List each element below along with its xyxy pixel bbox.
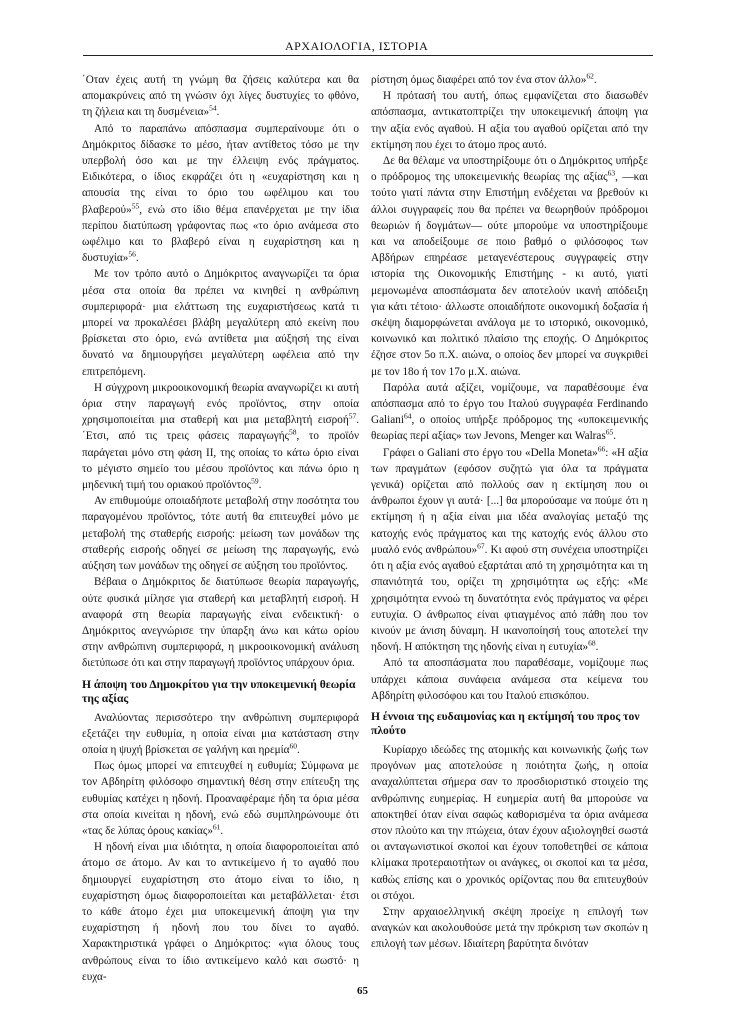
section-heading: Η έννοια της ευδαιμονίας και η εκτίμησή του προς τον πλούτο bbox=[371, 709, 640, 737]
paragraph-text: Αν επιθυμούμε οποιαδήποτε μεταβολή στην ποσότητα του παραγομένου προϊόντος, τότε αυτή θα επιτευχθεί μόνο με μεταβολή της σταθερής εισροής: μείωση των μονάδων της σταθερής εισροής οδηγεί σε μείωση της παραγωγής, ενώ αύξηση των μονάδων της οδηγεί σε αύξηση του προϊόντος. bbox=[82, 495, 359, 573]
section-heading: Η άποψη του Δημοκρίτου για την υποκειμενική θεωρία της αξίας bbox=[82, 677, 356, 705]
paragraph-text: , το προϊόν παράγεται μόνο στη φάση ΙΙ, της οποίας το κάτω όριο είναι το μέγιστο σημείο του μέσου προϊόντος και πάνω όριο η μηδενική τιμή του οριακού προϊόντος bbox=[82, 430, 360, 492]
paragraph bbox=[82, 710, 359, 759]
paragraph-text: , ενώ στο ίδιο θέμα επανέρχεται με την ίδια περίπου διατύπωση γράφοντας πως «το όριο ανάμεσα στο ωφέλιμο και το βλαβερό είναι η ευχαρίστηση και η δυστυχία» bbox=[82, 203, 359, 265]
paragraph-text: . bbox=[613, 430, 617, 443]
right-column bbox=[371, 72, 648, 953]
paragraph bbox=[371, 655, 648, 704]
paragraph-text: . bbox=[593, 74, 597, 86]
paragraph-text: . Κι αφού στη συνέχεια υποστηρίζει ότι η αξία ενός αγαθού εξαρτάται από τη χρησιμότητα και τη σπανιότητά του, ορίζει τη χρησιμότητα ως εξής: «Με χρησιμότητα εννοώ τη δυνατότητα ενός πράγματος να φέρει ευτυχία. Ο άνθρωπος είναι φτιαγμένος από πάθη που τον κινούν με άνιση δύναμη. Η ικανοποίησή τους αποτελεί την ηδονή. Η απόκτηση της ηδονής είναι η ευτυχία» bbox=[371, 543, 648, 654]
footnote-ref: 63 bbox=[607, 168, 616, 178]
footnote-ref: 57 bbox=[348, 411, 357, 421]
paragraph bbox=[82, 121, 359, 267]
footnote-ref: 65 bbox=[605, 427, 614, 437]
footnote-ref: 58 bbox=[288, 427, 297, 437]
paragraph-text: Βέβαια ο Δημόκριτος δε διατύπωσε θεωρία παραγωγής, ούτε φυσικά μίλησε για σταθερή και μεταβλητή εισροή. Η αναφορά στη θεωρία παραγωγής είναι ενδεικτική· ο Δημόκριτος ανεγνώρισε την ύπαρξη άνω και κάτω ορίου στην ανθρώπινη συμπεριφορά, η μικροοικονομική ανάλυση διετύπωσε ότι και στην παραγωγή προϊόντος υπάρχουν όρια. bbox=[82, 576, 359, 670]
paragraph bbox=[82, 493, 359, 574]
paragraph bbox=[82, 574, 359, 671]
paragraph-text: Η πρότασή του αυτή, όπως εμφανίζεται στο διασωθέν απόσπασμα, αντικατοπτρίζει την υποκειμενική άποψη για την αξία ενός αγαθού. Η αξία του αγαθού ορίζεται από την εκτίμηση που έχει το άτομο προς αυτό. bbox=[371, 90, 648, 151]
paragraph-text: , —και τούτο γιατί πάντα στην Επιστήμη ενδέχεται να βρεθούν κι άλλοι συγγραφείς που θα πρέπει να θεωρηθούν πρόδρομοι θεωριών ή δογμάτων— ούτε μπορούμε να υποστηρίξουμε και να αποδείξουμε σε ποιο βαθμό ο φιλόσοφος των Αβδήρων επηρέασε μεταγενέστερους συγγραφείς στην ιστορία της Οικονομικής Επιστήμης - κι αυτό, γιατί μεμονωμένα αποσπάσματα δεν αποτελούν ικανή απόδειξη για κάτι τέτοιο· άλλωστε οποιαδήποτε οικονομική δοξασία ή σκέψη διαμορφώνεται ανάλογα με το ιστορικό, οικονομικό, κοινωνικό και πολιτικό πλαίσιο της εποχής. Ο Δημόκριτος έζησε στον 5ο π.Χ. αιώνα, ο οποίος δεν μπορεί να συγκριθεί με τον 18ο ή τον 17ο μ.Χ. αιώνα. bbox=[371, 171, 648, 378]
paragraph-text: . bbox=[135, 252, 139, 265]
paragraph-text: Δε θα θέλαμε να υποστηρίξουμε ότι ο Δημόκριτος υπήρξε ο πρόδρομος της υποκειμενικής θεωρίας της αξίας bbox=[371, 155, 648, 184]
paragraph bbox=[371, 153, 648, 380]
paragraph bbox=[371, 904, 648, 953]
paragraph-text: Από τα αποσπάσματα που παραθέσαμε, νομίζουμε πως υπάρχει κάποια συνάφεια ανάμεσα στα κείμενα του Αβδηρίτη φιλοσόφου και του Ιταλού επισκόπου. bbox=[371, 657, 648, 702]
paragraph-text: Με τον τρόπο αυτό ο Δημόκριτος αναγνωρίζει τα όρια μέσα στα οποία θα πρέπει να κινηθεί η ανθρώπινη συμπεριφορά· μια ελάττωση της ευχαριστήσεως κατά τι μπορεί να προκαλέσει βλάβη μεγαλύτερη από εκείνη που βρίσκεται στο όριο, ενώ αντίθετα μια αύξησή της είναι δυνατό να δημιουργήσει μεγαλύτερη ωφέλεια από την επιτρεπόμενη. bbox=[82, 268, 359, 378]
footnote-ref: 67 bbox=[477, 541, 485, 551]
footnote-ref: 55 bbox=[131, 200, 140, 210]
footnote-ref: 60 bbox=[289, 741, 298, 751]
header-rule bbox=[83, 55, 653, 56]
paragraph bbox=[371, 88, 648, 153]
paragraph bbox=[371, 380, 648, 445]
paragraph bbox=[371, 72, 648, 88]
paragraph-text: Η σύγχρονη μικροοικονομική θεωρία αναγνωρίζει κι αυτή όρια στην παραγωγή ενός προϊόντος, στην οποία χρησιμοποιείται μια σταθερή και μια μεταβλητή εισροή bbox=[82, 381, 359, 427]
paragraph-text: . bbox=[595, 641, 599, 654]
paragraph-text: ρίστηση όμως διαφέρει από τον ένα στον άλλο» bbox=[371, 74, 587, 86]
footnote-ref: 68 bbox=[588, 638, 596, 648]
paragraph-text: Πως όμως μπορεί να επιτευχθεί η ευθυμία; Σύμφωνα με τον Αβδηρίτη φιλόσοφο σημαντική θέση στην επίτευξη της ευθυμίας κατέχει η ηδονή. Προαναφέραμε ήδη τα όρια μέσα στα οποία κινείται η ηδονή, ενώ εδώ συμπληρώνουμε ότι «τας δε λύπας όρους κακίας» bbox=[82, 760, 359, 837]
footnote-ref: 62 bbox=[586, 71, 594, 81]
paragraph-text: ΄Οταν έχεις αυτή τη γνώμη θα ζήσεις καλύτερα και θα απομακρύνεις από τη γνώσιν όχι λίγες δυστυχίες το φθόνο, τη ζήλεια και τη δυσμένεια» bbox=[82, 74, 359, 119]
paragraph bbox=[82, 266, 359, 379]
paragraph-text: Παρόλα αυτά αξίζει, νομίζουμε, να παραθέσουμε ένα απόσπασμα από το έργο του Ιταλού συγγραφέα Ferdinando Galiani bbox=[371, 381, 648, 427]
paragraph bbox=[82, 758, 359, 839]
paragraph-text: Κυρίαρχο ιδεώδες της ατομικής και κοινωνικής ζωής των προγόνων μας αποτελούσε η ποιότητα ζωής, η οποία αναχαλύπτεται σήμερα σαν το προσδιοριστικό στοιχείο της ανθρώπινης ευημερίας. Η ευημερία αυτή θα μπορούσε να αποκτηθεί όταν είναι σαφώς καθορισμένα τα όρια ανάμεσα στον πλούτο και την πτώχεια, όταν έχουν αξιολογηθεί σωστά οι ανταγωνιστικοί σκοποί και έχουν τοποθετηθεί σε κάποια κλίμακα προτεραιοτήτων οι ανάγκες, οι σκοποί και τα μέσα, καθώς επίσης και ο χρονικός ορίζοντας που θα επιτευχθούν οι στόχοι. bbox=[371, 743, 648, 902]
paragraph bbox=[82, 380, 359, 493]
paragraph-text: . bbox=[216, 106, 220, 119]
footnote-ref: 61 bbox=[212, 822, 221, 832]
paragraph bbox=[371, 742, 648, 904]
paragraph-text: . bbox=[297, 743, 300, 756]
paragraph bbox=[82, 72, 359, 121]
paragraph bbox=[371, 445, 648, 656]
paragraph-text: Από το παραπάνω απόσπασμα συμπεραίνουμε ότι ο Δημόκριτος δίδασκε το μέσο, ήταν αντίθετος τόσο με την υπερβολή όσο και με την έλλειψη ενός πράγματος. Ειδικότερα, ο ίδιος εκφράζει ότι η «ευχαρίστηση και η απουσία της είναι το όριο του ωφέλιμου και του βλαβερού» bbox=[82, 122, 359, 216]
footnote-ref: 64 bbox=[403, 411, 412, 421]
paragraph-text: . bbox=[258, 479, 262, 492]
paragraph bbox=[82, 839, 359, 985]
footnote-ref: 56 bbox=[128, 249, 136, 259]
page-number: 65 bbox=[357, 985, 368, 997]
paragraph-text: Αναλύοντας περισσότερο την ανθρώπινη συμπεριφορά εξετάζει την ευθυμία, η οποία είναι μια κατάσταση στην οποία η ψυχή βρίσκεται σε γαλήνη και ηρεμία bbox=[82, 711, 359, 756]
paragraph-text: Η ηδονή είναι μια ιδιότητα, η οποία διαφοροποιείται από άτομο σε άτομο. Αν και το αντικείμενο ή το αγαθό που δημιουργεί ευχαρίστηση στο άτομο είναι το ίδιο, η ευχαρίστηση όμως διαφοροποιείται και μεταβάλλεται· έτσι το κάθε άτομο έχει μια υποκειμενική άποψη για την ευχαρίστηση ή ηδονή που του δίνει το αγαθό. Χαρακτηριστικά γράφει ο Δημόκριτος: «για όλους τους ανθρώπους είναι το ίδιο αντικείμενο καλό και σωστό· η ευχα- bbox=[82, 841, 359, 983]
footnote-ref: 54 bbox=[209, 103, 217, 113]
paragraph-text: . ΄Ετσι, από τις τρεις φάσεις παραγωγής bbox=[82, 414, 359, 443]
left-column bbox=[82, 72, 359, 985]
footnote-ref: 66 bbox=[597, 443, 606, 453]
footnote-ref: 59 bbox=[251, 476, 259, 486]
paragraph-text: . bbox=[220, 824, 224, 837]
paragraph-text: Γράφει ο Galiani στο έργο του «Della Moneta» bbox=[383, 446, 598, 459]
paragraph-text: : «Η αξία των πραγμάτων (εφόσον συζητώ για όλα τα πράγματα γενικά) ορίζεται από πολλούς σαν η εκτίμηση που οι άνθρωποι έχουν γι αυτά· [...] θα μπορούσαμε να πούμε ότι η εκτίμηση ή η αξία είναι μια ιδέα αναλογίας μεταξύ της κατοχής ενός πράγματος και της κατοχής ενός άλλου στο μυαλό ενός ανθρώπου» bbox=[371, 446, 648, 556]
paragraph-text: Στην αρχαιοελληνική σκέψη προείχε η επιλογή των αναγκών και ακολουθούσε μετά την πρόκριση των σκοπών η επιλογή των μέσων. Ιδιαίτερη βαρύτητα δινόταν bbox=[371, 905, 648, 951]
paragraph-text: , ο οποίος υπήρξε πρόδρομος της «υποκειμενικής θεωρίας περί αξίας» των Jevons, Menger και Walras bbox=[371, 414, 648, 443]
running-head: ΑΡΧΑΙΟΛΟΓΙΑ, ΙΣΤΟΡΙΑ bbox=[285, 39, 429, 53]
